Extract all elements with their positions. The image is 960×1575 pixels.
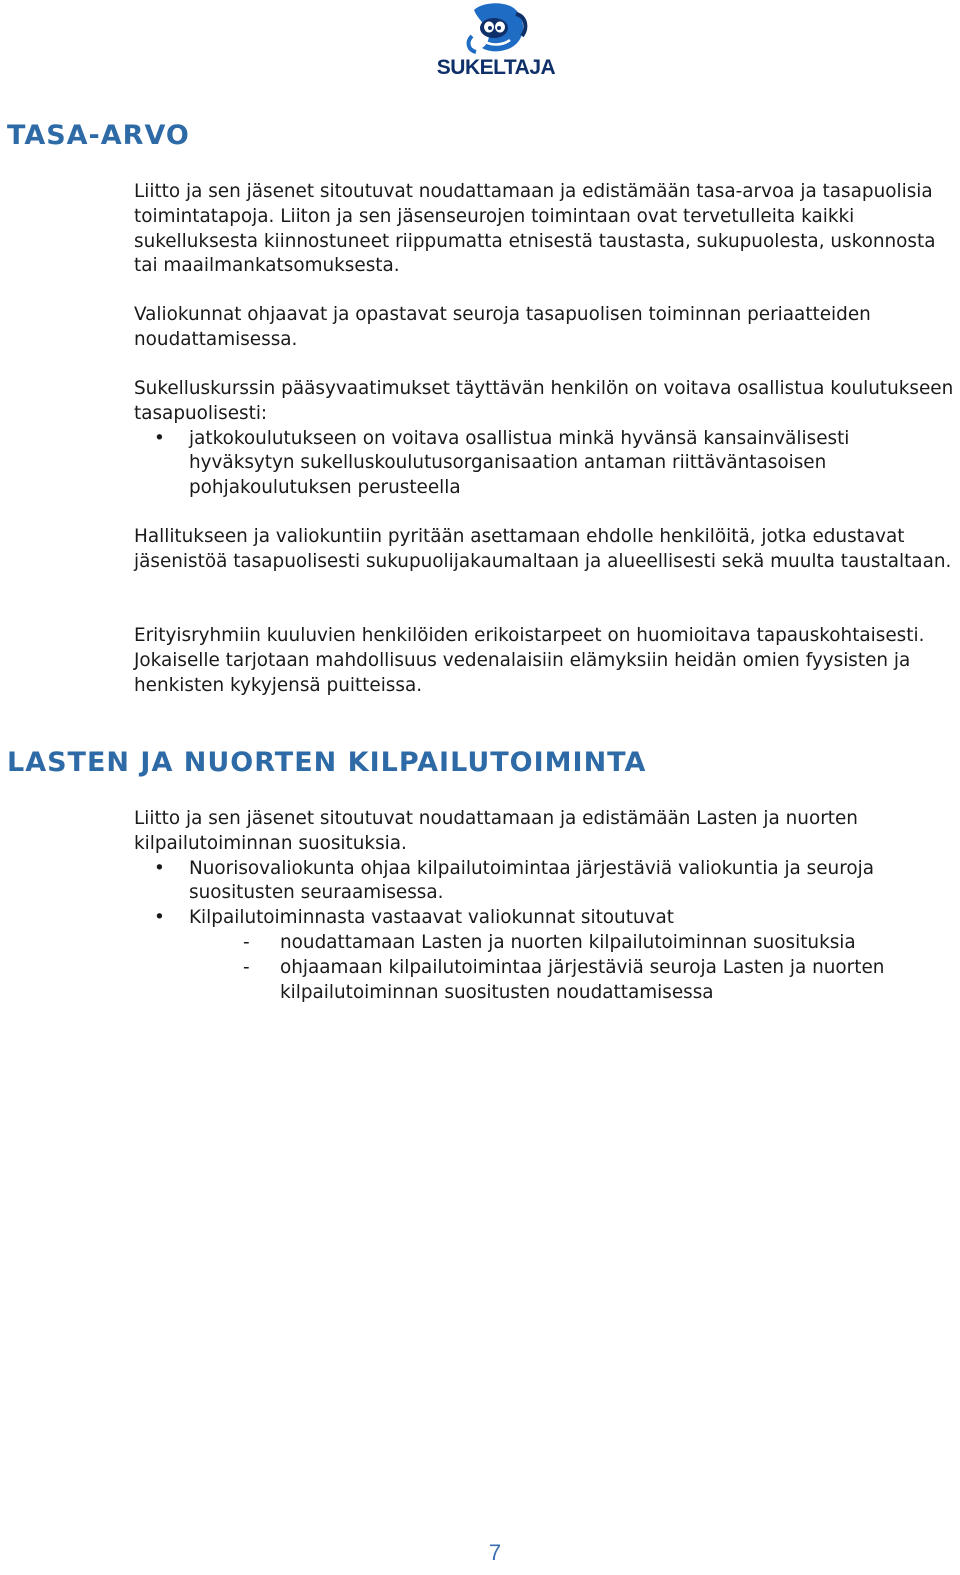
list-item [134,857,956,907]
bullet-mark: • [154,857,165,879]
page-number: 7 [488,1540,502,1565]
list-item [134,906,956,931]
dash-mark: - [243,931,250,953]
diver-mascot-icon [436,2,556,58]
list-item-text: jatkokoulutukseen on voitava osallistua minkä hyvänsä kansainvälisesti hyväksytyn sukelluskoulutusorganisaation antaman riittäväntasoisen pohjakoulutuksen perusteella [189,427,850,499]
list-item-text: Kilpailutoiminnasta vastaavat valiokunnat sitoutuvat [189,907,674,929]
paragraph: Liitto ja sen jäsenet sitoutuvat noudattamaan ja edistämään Lasten ja nuorten kilpailutoiminnan suosituksia. [134,808,858,854]
list-item [134,427,956,501]
logo-wordmark: SUKELTAJA [436,56,556,79]
sukeltaja-logo [436,2,556,84]
sukelluskurssi-block [134,377,956,501]
tasa-arvo-intro [134,180,956,279]
paragraph: Liitto ja sen jäsenet sitoutuvat noudattamaan ja edistämään tasa-arvoa ja tasapuolisia toimintatapoja. Liiton ja sen jäsenseurojen toimintaan ovat tervetulleita kaikki sukelluksesta kiinnostuneet riippumatta etnisestä taustasta, sukupuolesta, uskonnosta tai maailmankatsomuksesta. [134,181,936,277]
kilpailutoiminta-block [134,807,956,1005]
paragraph: Valiokunnat ohjaavat ja opastavat seuroja tasapuolisen toiminnan periaatteiden noudattamisessa. [134,304,871,350]
dash-mark: - [243,956,250,978]
erityisryhmat-block [134,624,956,698]
sub-list-item-text: ohjaamaan kilpailutoimintaa järjestäviä seuroja Lasten ja nuorten kilpailutoiminnan suositusten noudattamisessa [280,956,885,1003]
paragraph: Hallitukseen ja valiokuntiin pyritään asettamaan ehdolle henkilöitä, jotka edustavat jäsenistöä tasapuolisesti sukupuolijakaumaltaan ja alueellisesti sekä muulta taustaltaan. [134,526,952,572]
bullet-mark: • [154,427,165,449]
sub-list-item-text: noudattamaan Lasten ja nuorten kilpailutoiminnan suosituksia [280,931,856,953]
hallitus-block [134,525,956,575]
section-heading-kilpailutoiminta: LASTEN JA NUORTEN KILPAILUTOIMINTA [7,747,647,778]
list-item-text: Nuorisovaliokunta ohjaa kilpailutoimintaa järjestäviä valiokuntia ja seuroja suositusten seuraamisessa. [189,857,875,904]
bullet-mark: • [154,907,165,929]
paragraph: Erityisryhmiin kuuluvien henkilöiden erikoistarpeet on huomioitava tapauskohtaisesti. Jokaiselle tarjotaan mahdollisuus vedenalaisiin elämyksiin heidän omien fyysisten ja henkisten kykyjensä puitteissa. [134,625,925,696]
valiokunnat-paragraph-block [134,303,956,353]
sub-list-item [134,931,956,956]
section-heading-tasa-arvo: TASA-ARVO [7,120,190,151]
paragraph: Sukelluskurssin pääsyvaatimukset täyttävän henkilön on voitava osallistua koulutukseen tasapuolisesti: [134,378,954,424]
sub-list-item [134,956,956,1006]
